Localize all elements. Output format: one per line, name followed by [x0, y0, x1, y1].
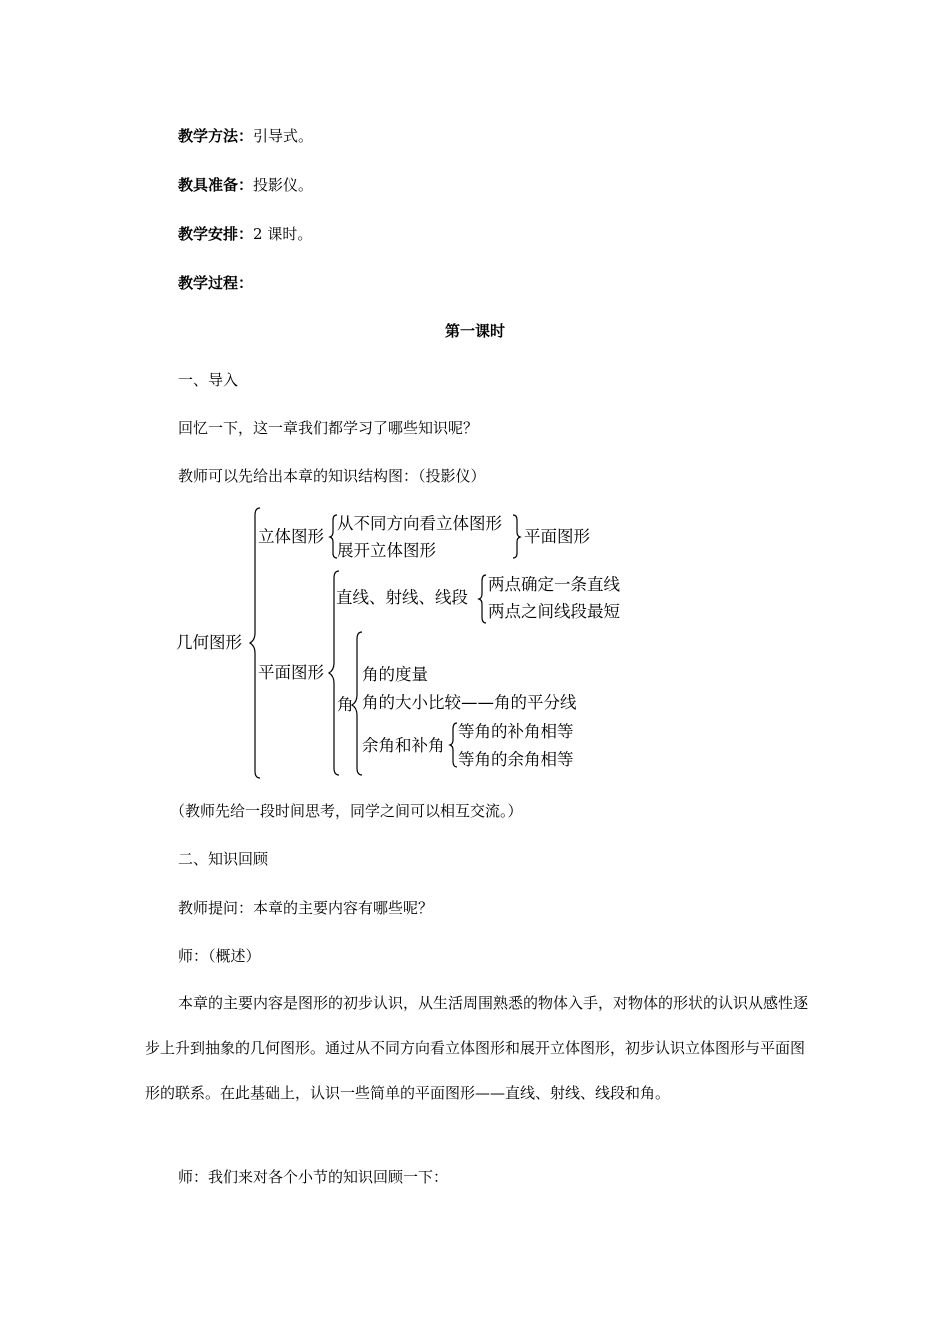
comp-brace [450, 723, 457, 767]
summary-paragraph [145, 981, 815, 1116]
teacher-summary: 师：（概述） [178, 947, 261, 965]
diagram-solid-unfold-label: 展开立体图形 [337, 541, 436, 560]
teaching-method-value: 引导式。 [253, 127, 314, 145]
section2-heading: 二、知识回顾 [178, 850, 269, 868]
diagram-root-label: 几何图形 [176, 633, 242, 652]
discussion-note: （教师先给一段时间思考，同学之间可以相互交流。） [170, 802, 523, 820]
diagram-comp-fact1: 等角的补角相等 [458, 722, 574, 741]
lesson-title: 第一课时 [444, 322, 505, 340]
diagram-angle-label: 角 [337, 695, 354, 714]
diagram-solid-view-label: 从不同方向看立体图形 [337, 514, 502, 533]
teaching-method-line [178, 126, 313, 146]
teaching-tools-line [178, 175, 313, 195]
teaching-process-label: 教学过程： [178, 274, 254, 292]
angle-brace [352, 632, 362, 775]
solid-merge-brace [513, 515, 520, 558]
knowledge-structure-diagram [170, 505, 650, 785]
section1-heading: 一、导入 [178, 371, 239, 389]
diagram-plane-result-label: 平面图形 [524, 527, 590, 546]
diagram-angle-compare: 角的大小比较——角的平分线 [362, 693, 577, 712]
teaching-method-label: 教学方法： [178, 127, 254, 145]
diagram-comp-fact2: 等角的余角相等 [458, 750, 574, 769]
teaching-tools-label: 教具准备： [178, 176, 254, 194]
teaching-schedule-value: 2 课时。 [253, 225, 313, 243]
summary-paragraph-text: 本章的主要内容是图形的初步认识，从生活周围熟悉的物体入手，对物体的形状的认识从感性逐步上升到抽象的几何图形。通过从不同方向看立体图形和展开立体图形，初步认识立体图形与平面图形的联系。在此基础上，认识一些简单的平面图形——直线、射线、线段和角。 [145, 994, 809, 1102]
closing-line: 师：我们来对各个小节的知识回顾一下： [178, 1168, 449, 1186]
diagram-line-fact1: 两点确定一条直线 [488, 575, 620, 594]
section1-question: 回忆一下，这一章我们都学习了哪些知识呢？ [178, 419, 479, 437]
lines-brace [479, 575, 486, 623]
solid-brace [330, 515, 337, 558]
diagram-line-fact2: 两点之间线段最短 [488, 602, 620, 621]
teacher-question: 教师提问：本章的主要内容有哪些呢？ [178, 899, 434, 917]
diagram-angle-comp: 余角和补角 [362, 736, 445, 755]
teaching-schedule-label: 教学安排： [178, 225, 254, 243]
diagram-lines-label: 直线、射线、线段 [336, 588, 468, 607]
root-brace [250, 508, 260, 778]
diagram-angle-measure: 角的度量 [362, 665, 428, 684]
diagram-solid-label: 立体图形 [258, 527, 324, 546]
diagram-plane-label: 平面图形 [258, 663, 324, 682]
section1-intro: 教师可以先给出本章的知识结构图：（投影仪） [178, 467, 486, 485]
teaching-schedule-line [178, 224, 312, 244]
teaching-tools-value: 投影仪。 [253, 176, 314, 194]
